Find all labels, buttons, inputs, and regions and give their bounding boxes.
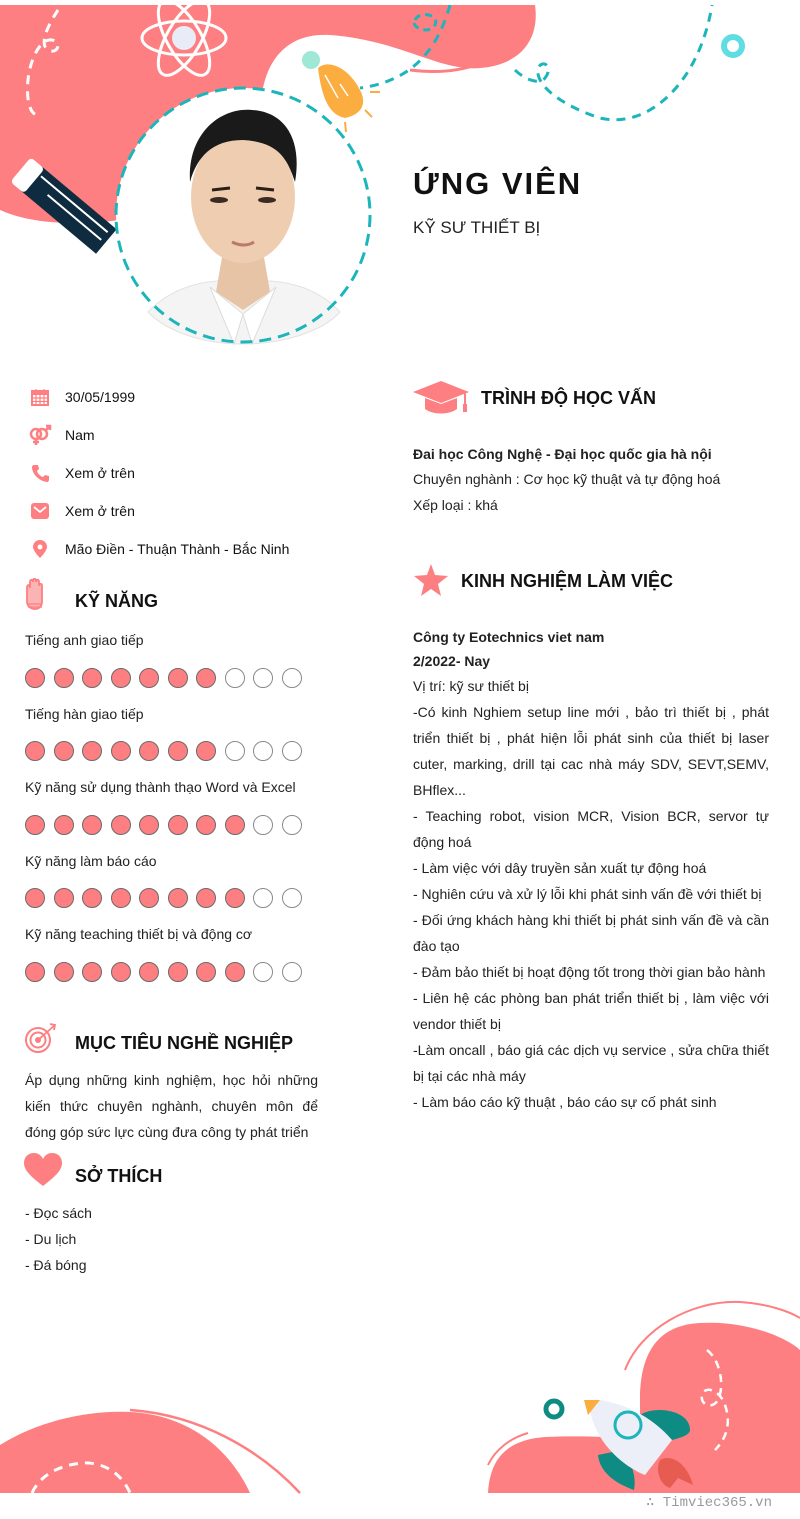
experience-company: Công ty Eotechnics viet nam: [413, 629, 605, 645]
rating-dot-filled: [196, 741, 216, 761]
candidate-name: ỨNG VIÊN: [413, 166, 583, 201]
star-icon: [414, 564, 448, 601]
skill-label: Tiếng hàn giao tiếp: [25, 706, 144, 722]
rating-dot-filled: [82, 962, 102, 982]
footer-decoration: [0, 1290, 800, 1495]
duty-item: - Teaching robot, vision MCR, Vision BCR, servor tự động hoá: [413, 808, 769, 850]
rating-dot-filled: [54, 815, 74, 835]
rating-dot-filled: [111, 668, 131, 688]
skill-label: Kỹ năng sử dụng thành thạo Word và Excel: [25, 779, 296, 795]
duty-item: -Có kinh Nghiem setup line mới , bảo trì thiết bị , phát triển thiết bị , phát hiện lỗi phát sinh của thiết bị laser cuter, marking, drill tại cac nhà máy SDV, SEVT,SEMV, BHflex...: [413, 704, 769, 798]
address-value: Mão Điền - Thuận Thành - Bắc Ninh: [65, 541, 290, 557]
rating-dot-filled: [139, 668, 159, 688]
rating-dot-filled: [225, 815, 245, 835]
skill-rating: [25, 741, 302, 761]
duty-item: - Làm báo cáo kỹ thuật , báo cáo sự cố phát sinh: [413, 1094, 717, 1110]
experience-period: 2/2022- Nay: [413, 653, 491, 669]
hobby-item: - Du lịch: [25, 1231, 77, 1247]
birthdate-value: 30/05/1999: [65, 389, 136, 405]
rating-dot-filled: [25, 741, 45, 761]
rating-dot-filled: [111, 741, 131, 761]
rating-dot-empty: [282, 888, 302, 908]
rating-dot-filled: [168, 815, 188, 835]
duty-item: - Liên hệ các phòng ban phát triển thiết bị , làm việc với vendor thiết bị: [413, 990, 769, 1032]
rating-dot-filled: [139, 815, 159, 835]
rating-dot-filled: [54, 741, 74, 761]
rating-dot-filled: [111, 888, 131, 908]
info-email: [28, 499, 135, 523]
hobby-item: - Đọc sách: [25, 1205, 92, 1221]
rating-dot-filled: [82, 888, 102, 908]
education-title: TRÌNH ĐỘ HỌC VẤN: [481, 388, 656, 408]
rating-dot-filled: [196, 888, 216, 908]
rating-dot-empty: [253, 815, 273, 835]
rating-dot-filled: [196, 962, 216, 982]
rating-dot-empty: [253, 962, 273, 982]
heart-icon: [24, 1153, 62, 1192]
rating-dot-filled: [25, 888, 45, 908]
hobbies-title: SỞ THÍCH: [75, 1166, 163, 1186]
rating-dot-empty: [253, 888, 273, 908]
rating-dot-filled: [82, 668, 102, 688]
watermark: ∴ Timviec365.vn: [645, 1495, 772, 1511]
duty-item: - Làm việc với dây truyền sản xuất tự động hoá: [413, 860, 707, 876]
ring-icon: [724, 37, 742, 55]
rating-dot-empty: [282, 815, 302, 835]
calendar-icon: [28, 386, 52, 408]
rating-dot-filled: [111, 815, 131, 835]
rating-dot-filled: [139, 888, 159, 908]
rating-dot-filled: [225, 962, 245, 982]
ring-icon: [546, 1401, 562, 1417]
phone-icon: [28, 462, 52, 484]
rating-dot-filled: [168, 741, 188, 761]
skill-rating: [25, 668, 302, 688]
skill-rating: [25, 962, 302, 982]
info-gender: [28, 423, 95, 447]
skill-rating: [25, 815, 302, 835]
rating-dot-filled: [25, 962, 45, 982]
location-pin-icon: [28, 538, 52, 560]
rating-dot-empty: [282, 668, 302, 688]
rating-dot-filled: [225, 888, 245, 908]
email-value: Xem ở trên: [65, 503, 135, 519]
rating-dot-filled: [168, 668, 188, 688]
phone-value: Xem ở trên: [65, 465, 135, 481]
rating-dot-filled: [82, 815, 102, 835]
rating-dot-empty: [253, 741, 273, 761]
rating-dot-filled: [25, 815, 45, 835]
duty-item: - Đảm bảo thiết bị hoạt động tốt trong thời gian bảo hành: [413, 964, 766, 980]
graduation-cap-icon: [413, 381, 469, 420]
experience-position: Vị trí: kỹ sư thiết bị: [413, 678, 529, 694]
skill-label: Kỹ năng teaching thiết bị và động cơ: [25, 926, 253, 942]
rating-dot-filled: [196, 815, 216, 835]
gender-icon: [28, 424, 52, 446]
rating-dot-filled: [54, 962, 74, 982]
skill-rating: [25, 888, 302, 908]
info-address: [28, 537, 289, 561]
education-major: Chuyên nghành : Cơ học kỹ thuật và tự động hoá: [413, 471, 721, 487]
rating-dot-filled: [168, 888, 188, 908]
rating-dot-filled: [111, 962, 131, 982]
email-icon: [28, 500, 52, 522]
rating-dot-filled: [196, 668, 216, 688]
rating-dot-empty: [253, 668, 273, 688]
rating-dot-empty: [282, 962, 302, 982]
rating-dot-filled: [54, 888, 74, 908]
rating-dot-filled: [54, 668, 74, 688]
education-grade: Xếp loại : khá: [413, 497, 498, 513]
rating-dot-empty: [225, 668, 245, 688]
gender-value: Nam: [65, 427, 95, 443]
skills-title: KỸ NĂNG: [75, 591, 159, 611]
education-school: Đai học Công Nghệ - Đại học quốc gia hà nội: [413, 446, 712, 462]
hand-icon: [24, 578, 48, 615]
rating-dot-filled: [139, 741, 159, 761]
rating-dot-filled: [82, 741, 102, 761]
duty-item: - Nghiên cứu và xử lý lỗi khi phát sinh vấn đề với thiết bị: [413, 886, 762, 902]
career-goal-title: MỤC TIÊU NGHỀ NGHIỆP: [75, 1033, 294, 1053]
rating-dot-empty: [282, 741, 302, 761]
experience-title: KINH NGHIỆM LÀM VIỆC: [461, 571, 674, 591]
duty-item: - Đối ứng khách hàng khi thiết bị phát sinh vấn đề và cần đào tạo: [413, 912, 769, 954]
career-goal-text: Áp dụng những kinh nghiệm, học hỏi những kiến thức chuyên nghành, chuyên môn để đóng góp sức lực cùng đưa công ty phát triển: [25, 1072, 318, 1140]
job-title: KỸ SƯ THIẾT BỊ: [413, 218, 541, 237]
rating-dot-filled: [139, 962, 159, 982]
info-phone: [28, 461, 135, 485]
target-icon: [24, 1022, 58, 1059]
rating-dot-filled: [25, 668, 45, 688]
hobby-item: - Đá bóng: [25, 1257, 87, 1273]
duty-item: -Làm oncall , báo giá các dịch vụ service , sửa chữa thiết bị tại các nhà máy: [413, 1042, 769, 1084]
skill-label: Kỹ năng làm báo cáo: [25, 853, 157, 869]
rating-dot-filled: [168, 962, 188, 982]
avatar: [112, 82, 374, 348]
skill-label: Tiếng anh giao tiếp: [25, 632, 144, 648]
rating-dot-empty: [225, 741, 245, 761]
info-birthdate: [28, 385, 135, 409]
experience-duties: [413, 699, 769, 1115]
